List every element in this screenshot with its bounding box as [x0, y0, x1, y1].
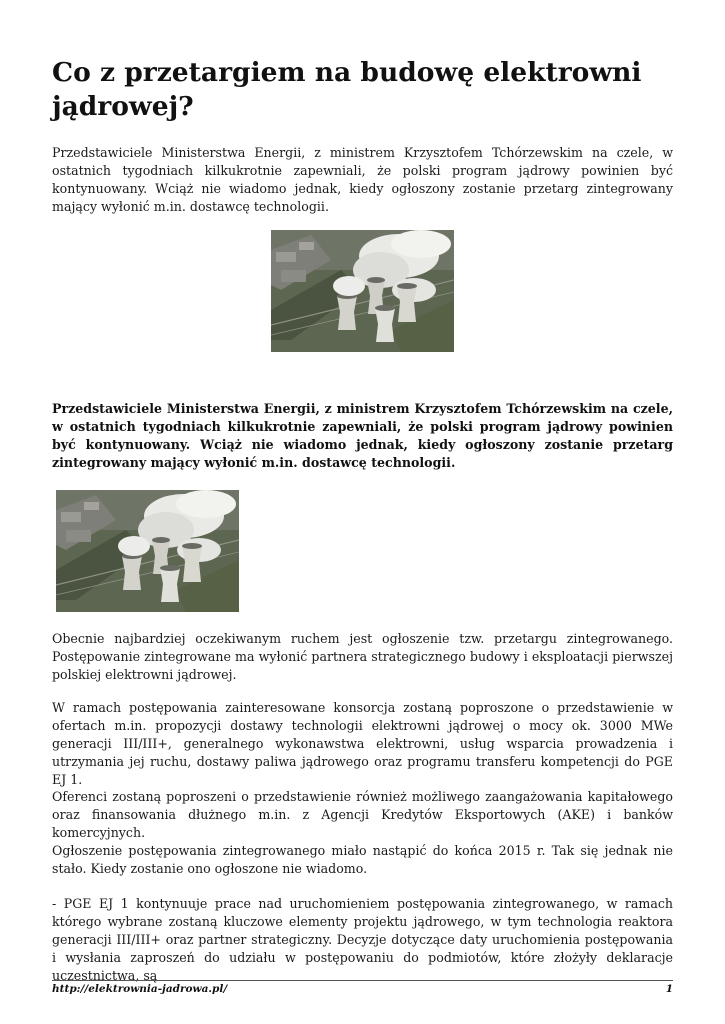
body-paragraph: W ramach postępowania zainteresowane konsorcja zostaną poproszone o przedstawienie w ofertach m.in. propozycji dostawy technologii elektrowni jądrowej o mocy ok. 3000 MWe generacji III/III+, generalnego wykonawstwa elektrowni, usług wsparcia prowadzenia i utrzymania jej ruchu, dostawy paliwa jądrowego oraz programu transferu kompetencji do PGE EJ 1. — [52, 700, 673, 787]
footer-page-number: 1 — [665, 983, 673, 995]
article-title: Co z przetargiem na budowę elektrowni jądrowej? — [52, 57, 642, 122]
body-paragraph: Ogłoszenie postępowania zintegrowanego miało nastąpić do końca 2015 r. Tak się jednak nie stało. Kiedy zostanie ono ogłoszone nie wiadomo. — [52, 843, 673, 876]
footer-divider — [52, 980, 673, 981]
intro-paragraph: Przedstawiciele Ministerstwa Energii, z ministrem Krzysztofem Tchórzewskim na czele, w ostatnich tygodniach kilkukrotnie zapewniali, że polski program jądrowy powinien być kontynuowany. Wciąż nie wiadomo jednak, kiedy ogłoszony zostanie przetarg zintegrowany mający wyłonić m.in. dostawcę technologii. — [52, 145, 673, 214]
power-plant-photo-2 — [56, 490, 239, 612]
power-plant-photo-1 — [271, 230, 454, 352]
footer-url-link[interactable]: http://elektrownia-jadrowa.pl/ — [52, 983, 228, 995]
body-paragraph: Obecnie najbardziej oczekiwanym ruchem jest ogłoszenie tzw. przetargu zintegrowanego. Postępowanie zintegrowane ma wyłonić partnera strategicznego budowy i eksploatacji pierwszej polskiej elektrowni jądrowej. — [52, 631, 673, 682]
body-paragraph: Oferenci zostaną poproszeni o przedstawienie również możliwego zaangażowania kapitałowego oraz finansowania dłużnego m.in. z Agencji Kredytów Eksportowych (AKE) i banków komercyjnych. — [52, 789, 673, 840]
lead-paragraph: Przedstawiciele Ministerstwa Energii, z ministrem Krzysztofem Tchórzewskim na czele, w ostatnich tygodniach kilkukrotnie zapewniali, że polski program jądrowy powinien być kontynuowany. Wciąż nie wiadomo jednak, kiedy ogłoszony zostanie przetarg zintegrowany mający wyłonić m.in. dostawcę technologii. — [52, 401, 673, 470]
body-paragraph: - PGE EJ 1 kontynuuje prace nad uruchomieniem postępowania zintegrowanego, w ramach którego wybrane zostaną kluczowe elementy projektu jądrowego, w tym technologia reaktora generacji III/III+ oraz partner strategiczny. Decyzje dotyczące daty uruchomienia postępowania i wysłania zaproszeń do udziału w postępowaniu do podmiotów, które złożyły deklaracje uczestnictwa, są — [52, 896, 673, 983]
